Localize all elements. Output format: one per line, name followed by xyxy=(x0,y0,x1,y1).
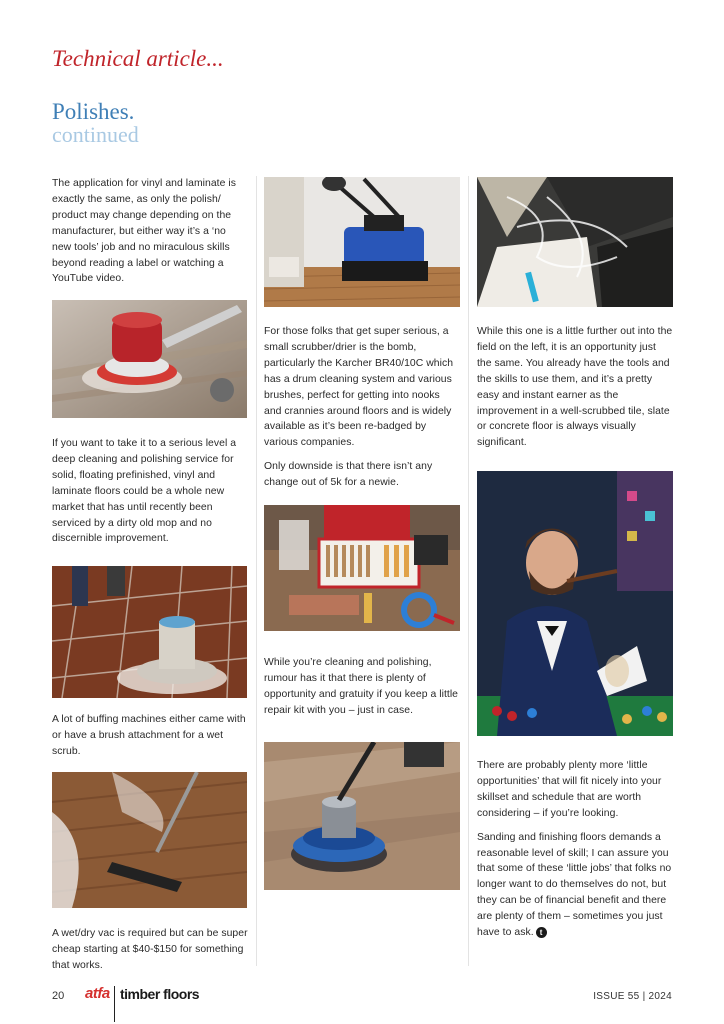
paragraph-sanding-text: Sanding and finishing floors demands a reasonable level of skill; I can assure you that some of these ‘little jobs’ that folks no longer want to do themselves do not, but they can be of financial benefit and there are plenty of them – sometimes you just have to ask. xyxy=(477,831,672,939)
column-1-intro xyxy=(52,176,248,287)
paragraph-wet-dry-vac: A wet/dry vac is required but can be super cheap starting at $40-$150 for something that works. xyxy=(52,928,248,971)
paragraph-vinyl-laminate: The application for vinyl and laminate is exactly the same, as only the polish/ product may change depending on the manufacturer, but either way it’s a ‘no new tools’ job and no miraculous skills beyond reading a label or watching a YouTube video. xyxy=(52,178,236,285)
paragraph-deep-cleaning: If you want to take it to a serious level a deep cleaning and polishing service for solid, floating prefinished, vinyl and laminate floors could be a whole new market that has until recently been serviced by a dirty old mop and no discernible improvement. xyxy=(52,438,237,545)
photo-tile-scrubber xyxy=(52,566,247,698)
page-number: 20 xyxy=(52,990,65,1002)
column-3-tile xyxy=(477,324,673,451)
timber-floors-logo: timber floors xyxy=(120,986,200,1002)
paragraph-sanding-finishing xyxy=(477,830,673,941)
photo-casino-man xyxy=(477,471,673,736)
paragraph-repair-kit: While you’re cleaning and polishing, rumour has it that there is plenty of opportunity and gratuity if you keep a little repair kit with you – just in case. xyxy=(264,657,459,716)
photo-repair-kit xyxy=(264,505,460,631)
column-1-wet-vac xyxy=(52,926,248,974)
column-divider xyxy=(256,176,257,966)
paragraph-scrubber-drier: For those folks that get super serious, a small scrubber/drier is the bomb, particularly the Karcher BR40/10C which has a drum cleaning system and various brushes, perfect for getting into nooks and crannies around floors and is widely available as it’s been re-badged by various companies. xyxy=(264,326,454,449)
column-3-opportunities xyxy=(477,758,673,941)
paragraph-little-opportunities: There are probably plenty more ‘little opportunities’ that will fit nicely into your skillset and schedule that are worth considering – if you’re looking. xyxy=(477,760,662,819)
paragraph-downside: Only downside is that there isn’t any change out of 5k for a newie. xyxy=(264,461,433,489)
atfa-logo: atfa xyxy=(85,985,110,1002)
paragraph-buffing-machines: A lot of buffing machines either came with or have a brush attachment for a wet scrub. xyxy=(52,714,246,757)
issue-label: ISSUE 55 | 2024 xyxy=(593,991,672,1002)
photo-scrubber-drier xyxy=(264,177,460,307)
end-mark-icon: t xyxy=(536,927,547,938)
column-2-scrubber xyxy=(264,324,460,491)
photo-tile-scrubbing xyxy=(477,177,673,307)
logo-divider xyxy=(114,986,115,1022)
photo-red-polisher xyxy=(52,300,247,418)
photo-marble-polisher xyxy=(264,742,460,890)
column-divider xyxy=(468,176,469,966)
column-1-deep-clean xyxy=(52,436,248,547)
page-title: Polishes. xyxy=(52,99,135,124)
column-1-buffing xyxy=(52,712,248,760)
paragraph-tile-slate: While this one is a little further out into the field on the left, it is an opportunity just the same. You already have the tools and the skills to use them, and it’s a pretty easy and instant earner as the improvement in a well-scrubbed tile, slate or concrete floor is always visually significant. xyxy=(477,326,673,449)
photo-wet-vac xyxy=(52,772,247,908)
page-subtitle: continued xyxy=(52,122,139,147)
section-kicker: Technical article... xyxy=(52,46,224,71)
column-2-repair-kit xyxy=(264,655,460,719)
